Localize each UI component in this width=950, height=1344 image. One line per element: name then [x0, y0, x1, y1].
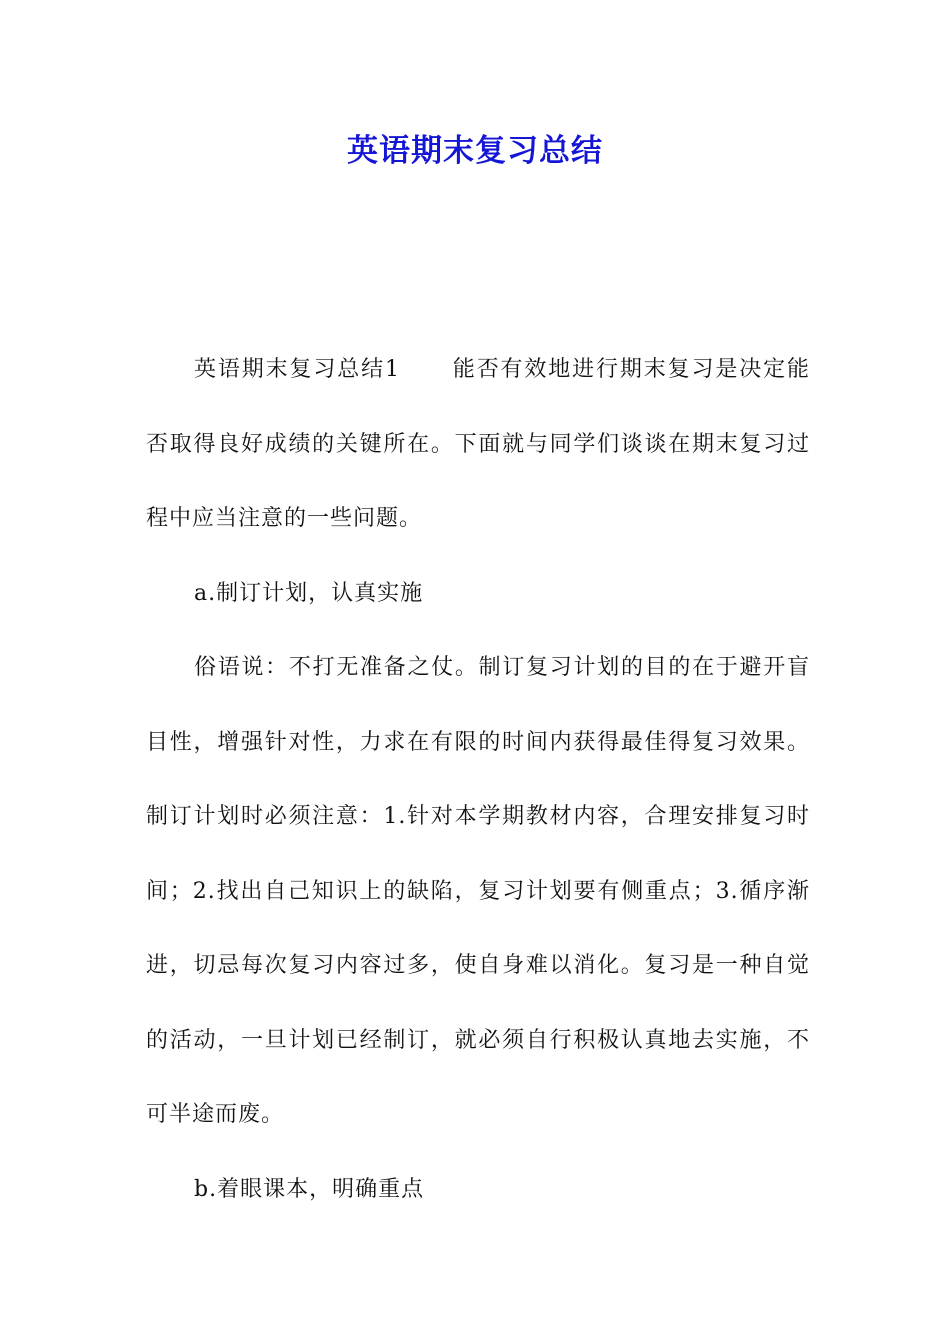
intro-paragraph [146, 333, 810, 557]
heading-a: a.制订计划，认真实施 [194, 580, 424, 606]
paragraph-a-body: 俗语说：不打无准备之仗。制订复习计划的目的在于避开盲目性，增强针对性，力求在有限的时间内获得最佳得复习效果。制订计划时必须注意：1.针对本学期教材内容，合理安排复习时间；2.找出自己知识上的缺陷，复习计划要有侧重点；3.循序渐进，切忌每次复习内容过多，使自身难以消化。复习是一种自觉的活动，一旦计划已经制订，就必须自行积极认真地去实施，不可半途而废。 [146, 655, 810, 1127]
section-label: 英语期末复习总结1 [194, 357, 400, 382]
heading-b: b.着眼课本，明确重点 [194, 1176, 425, 1202]
document-body [146, 333, 810, 1227]
intro-text: 能否有效地进行期末复习是决定能否取得良好成绩的关键所在。下面就与同学们谈谈在期末复习过程中应当注意的一些问题。 [146, 357, 810, 531]
document-title: 英语期末复习总结 [347, 133, 603, 169]
